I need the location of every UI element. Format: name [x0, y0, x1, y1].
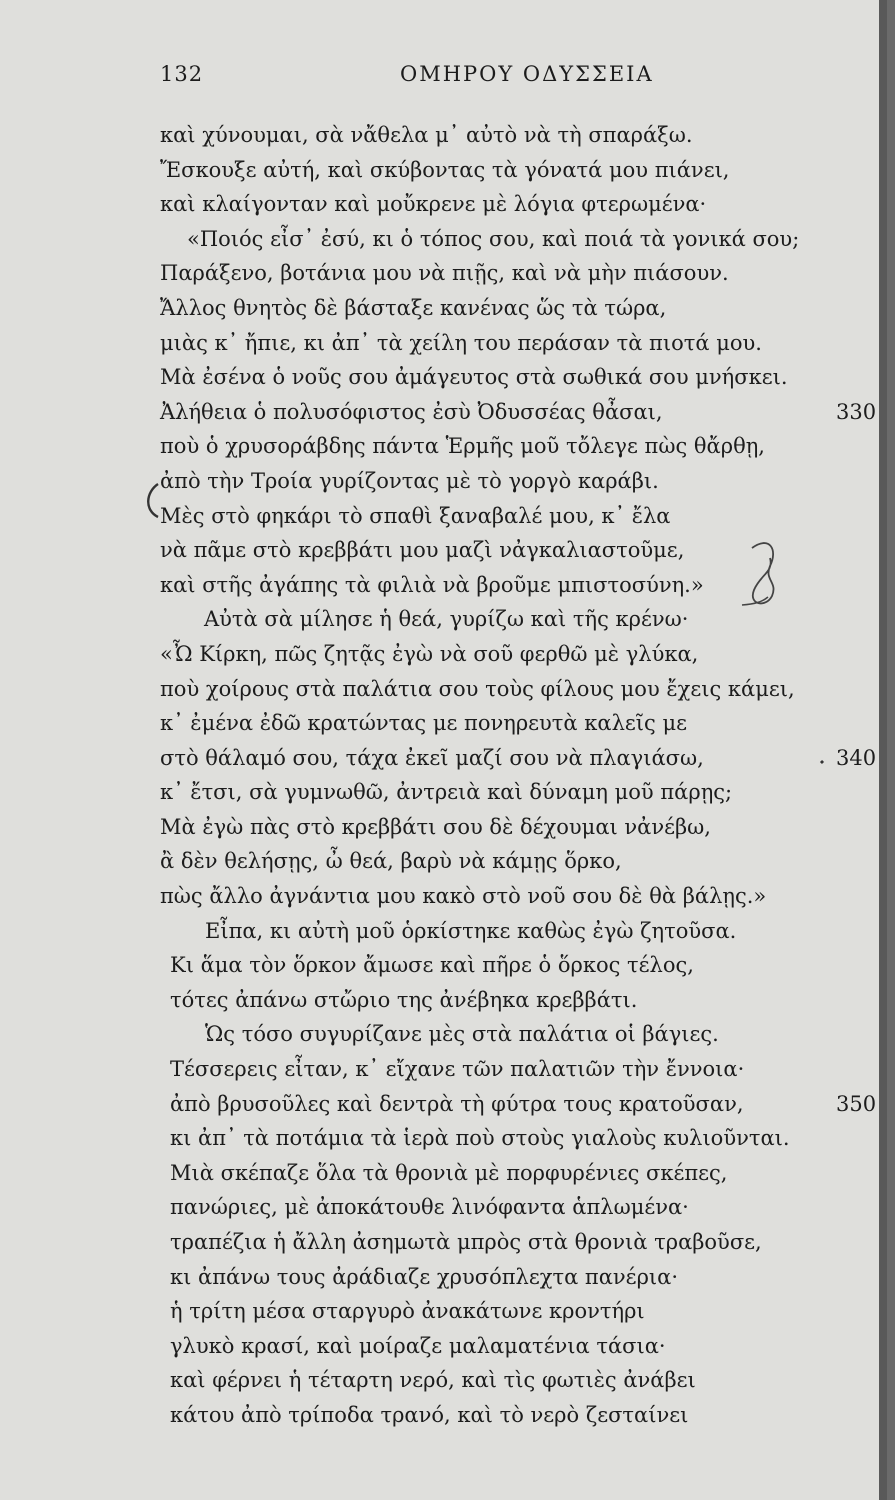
verse-text: πὼς ἄλλο ἀγνάντια μου κακὸ στὸ νοῦ σου δὲ θὰ βάλῃς.» — [160, 884, 767, 909]
verse-text: Μιὰ σκέπαζε ὅλα τὰ θρονιὰ μὲ πορφυρένιες σκέπες, — [170, 1160, 728, 1185]
verse-line — [0, 983, 887, 1018]
verse-line — [0, 153, 887, 188]
verse-text: τραπέζια ἡ ἄλλη ἀσημωτὰ μπρὸς στὰ θρονιὰ τραβοῦσε, — [170, 1230, 762, 1254]
verse-text: μιὰς κ᾽ ἤπιε, κι ἀπ᾽ τὰ χείλη του περάσαν τὰ πιοτά μου. — [160, 330, 762, 355]
verse-line — [0, 948, 887, 983]
line-number: 350 — [836, 1091, 877, 1116]
page-header — [0, 62, 887, 92]
verse-text: Τέσσερεις εἶταν, κ᾽ εἴχανε τῶν παλατιῶν τὴν ἔννοια· — [170, 1057, 745, 1082]
verse-line — [0, 1121, 887, 1156]
verse-text: κ᾽ ἐμένα ἐδῶ κρατώντας με πονηρευτὰ καλεῖς με — [160, 711, 687, 736]
verse-text: κ᾽ ἔτσι, σὰ γυμνωθῶ, ἀντρειὰ καὶ δύναμη μοῦ πάρῃς; — [160, 780, 733, 805]
verse-text: «Ὦ Κίρκη, πῶς ζητᾷς ἐγὼ νὰ σοῦ φερθῶ μὲ γλύκα, — [160, 641, 699, 666]
verse-line — [0, 1260, 887, 1295]
verse-line — [0, 1398, 887, 1433]
verse-text: Ἄλλος θνητὸς δὲ βάσταξε κανένας ὥς τὰ τώρα, — [160, 295, 667, 320]
verse-line — [0, 256, 887, 291]
verse-line — [0, 1156, 887, 1191]
verse-line — [0, 533, 887, 568]
page-number: 132 — [160, 62, 204, 86]
verse-line — [0, 1225, 887, 1260]
verse-line — [0, 672, 887, 707]
verse-text: νὰ πᾶμε στὸ κρεββάτι μου μαζὶ νἀγκαλιαστοῦμε, — [160, 538, 685, 563]
verse-line — [0, 464, 887, 499]
line-number: 330 — [836, 399, 877, 424]
verse-line — [0, 360, 887, 395]
verse-line — [0, 879, 887, 914]
verse-line — [0, 429, 887, 464]
verse-line — [0, 326, 887, 361]
verse-line — [0, 1017, 887, 1052]
verse-line — [0, 291, 887, 326]
verse-line — [0, 741, 887, 776]
line-number: 340 — [836, 745, 877, 770]
verse-text: κάτου ἀπὸ τρίποδα τρανό, καὶ τὸ νερὸ ζεσταίνει — [170, 1402, 689, 1427]
verse-text: Μὰ ἐσένα ὁ νοῦς σου ἀμάγευτος στὰ σωθικά σου μνήσκει. — [160, 365, 788, 390]
verse-line — [0, 187, 887, 222]
verse-text: γλυκὸ κρασί, καὶ μοίραζε μαλαματένια τάσια· — [170, 1333, 666, 1358]
verse-line — [0, 1329, 887, 1364]
verse-line — [0, 568, 887, 603]
verse-line — [0, 706, 887, 741]
verse-line — [0, 602, 887, 637]
verse-block — [0, 118, 887, 1433]
verse-text: ποὺ χοίρους στὰ παλάτια σου τοὺς φίλους μου ἔχεις κάμει, — [160, 676, 795, 701]
verse-text: τότες ἀπάνω στὤριο της ἀνέβηκα κρεββάτι. — [170, 987, 638, 1012]
verse-text: Αὐτὰ σὰ μίλησε ἡ θεά, γυρίζω καὶ τῆς κρένω· — [204, 607, 689, 632]
verse-line — [0, 1294, 887, 1329]
verse-line — [0, 1363, 887, 1398]
verse-line — [0, 637, 887, 672]
verse-text: καὶ στῆς ἀγάπης τὰ φιλιὰ νὰ βροῦμε μπιστοσύνη.» — [160, 572, 704, 597]
verse-line — [0, 1190, 887, 1225]
verse-text: Ὡς τόσο συγυρίζανε μὲς στὰ παλάτια οἱ βάγιες. — [205, 1022, 719, 1047]
verse-line — [0, 844, 887, 879]
verse-text: ἀπὸ βρυσοῦλες καὶ δεντρὰ τὴ φύτρα τους κρατοῦσαν, — [170, 1091, 744, 1116]
verse-text: καὶ κλαίγονταν καὶ μοὔκρενε μὲ λόγια φτερωμένα· — [160, 192, 707, 217]
verse-line — [0, 499, 887, 534]
verse-line — [0, 1052, 887, 1087]
verse-text: Μὰ ἐγὼ πὰς στὸ κρεββάτι σου δὲ δέχουμαι νἀνέβω, — [160, 814, 711, 839]
verse-text: ἂ δὲν θελήσῃς, ὦ θεά, βαρὺ νὰ κάμῃς ὅρκο, — [160, 849, 622, 874]
verse-line — [0, 914, 887, 949]
verse-text: καὶ χύνουμαι, σὰ νἄθελα μ᾽ αὐτὸ νὰ τὴ σπαράξω. — [160, 123, 693, 147]
verse-text: Κι ἅμα τὸν ὅρκον ἄμωσε καὶ πῆρε ὁ ὅρκος τέλος, — [170, 953, 694, 978]
verse-line — [0, 118, 887, 153]
verse-text: «Ποιός εἶσ᾽ ἐσύ, κι ὁ τόπος σου, καὶ ποιά τὰ γονικά σου; — [187, 226, 800, 251]
verse-text: Μὲς στὸ φηκάρι τὸ σπαθὶ ξαναβαλέ μου, κ᾽ ἔλα — [160, 503, 671, 528]
running-title: ΟΜΗΡΟΥ ΟΔΥΣΣΕΙΑ — [400, 62, 654, 86]
verse-text: ἀπὸ τὴν Τροία γυρίζοντας μὲ τὸ γοργὸ καράβι. — [160, 468, 659, 493]
verse-text: στὸ θάλαμό σου, τάχα ἐκεῖ μαζί σου νὰ πλαγιάσω, — [160, 745, 704, 770]
verse-text: καὶ φέρνει ἡ τέταρτη νερό, καὶ τὶς φωτιὲς ἀνάβει — [170, 1368, 696, 1393]
verse-text: κι ἀπάνω τους ἀράδιαζε χρυσόπλεχτα πανέρια· — [170, 1264, 678, 1289]
verse-line — [0, 775, 887, 810]
verse-text: πανώριες, μὲ ἀποκάτουθε λινόφαντα ἁπλωμένα· — [170, 1195, 689, 1220]
verse-text: Ἔσκουξε αὐτή, καὶ σκύβοντας τὰ γόνατά μου πιάνει, — [160, 157, 730, 182]
verse-line — [0, 810, 887, 845]
verse-text: Εἶπα, κι αὐτὴ μοῦ ὁρκίστηκε καθὼς ἐγὼ ζητοῦσα. — [205, 918, 737, 943]
verse-text: ἡ τρίτη μέσα σταργυρὸ ἀνακάτωνε κροντήρι — [170, 1299, 645, 1324]
verse-line — [0, 222, 887, 257]
verse-line — [0, 1087, 887, 1122]
verse-text: Παράξενο, βοτάνια μου νὰ πιῇς, καὶ νὰ μὴν πιάσουν. — [160, 261, 729, 286]
verse-text: ποὺ ὁ χρυσοράβδης πάντα Ἑρμῆς μοῦ τὄλεγε πὼς θἄρθῃ, — [160, 434, 765, 459]
verse-line — [0, 395, 887, 430]
verse-text: κι ἀπ᾽ τὰ ποτάμια τὰ ἱερὰ ποὺ στοὺς γιαλοὺς κυλιοῦνται. — [170, 1126, 790, 1151]
verse-text: Ἀλήθεια ὁ πολυσόφιστος ἐσὺ Ὀδυσσέας θἆσαι, — [160, 399, 663, 424]
